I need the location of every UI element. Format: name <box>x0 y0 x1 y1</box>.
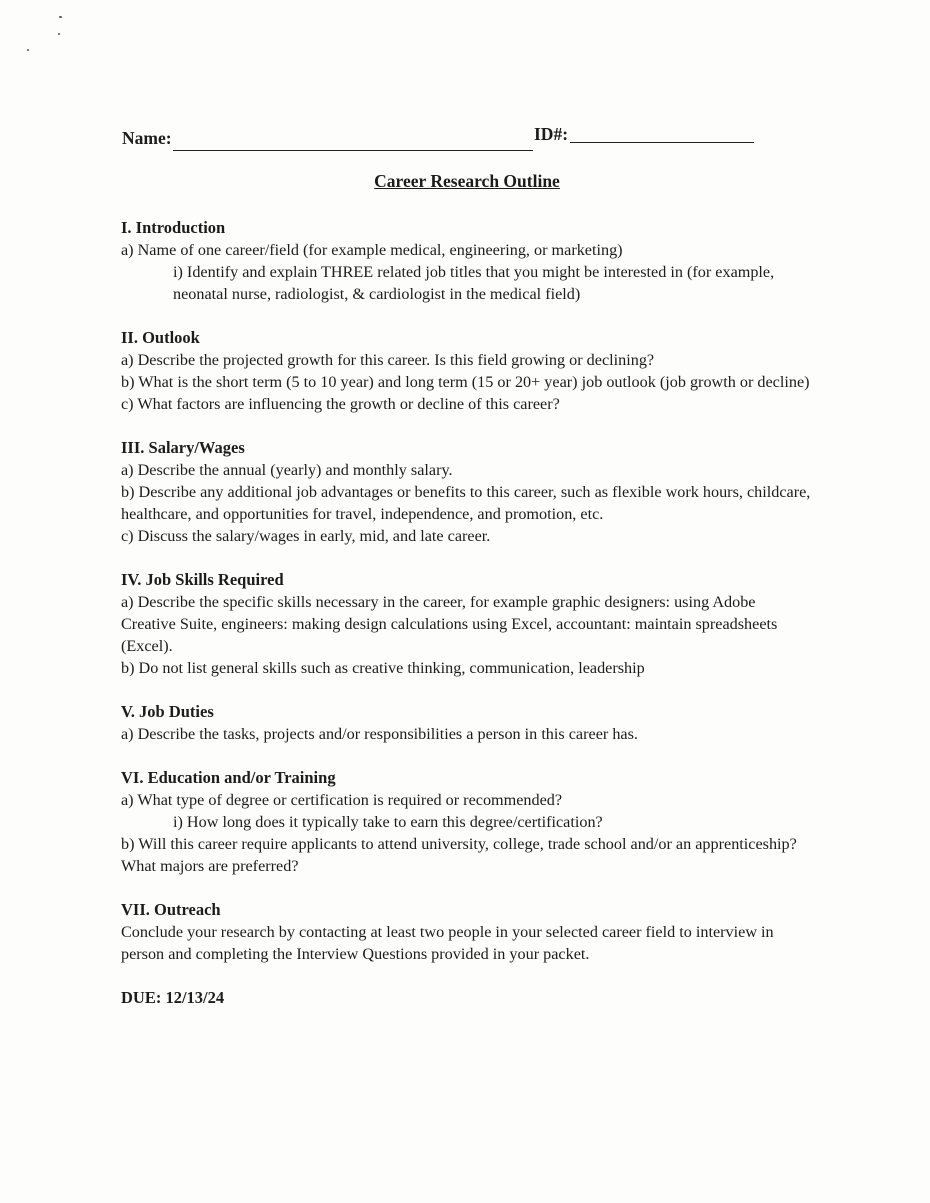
outline-item: a) Describe the projected growth for this career. Is this field growing or declining? <box>121 351 655 369</box>
scan-speck <box>58 33 60 35</box>
outline-item: a) Describe the tasks, projects and/or responsibilities a person in this career has. <box>121 725 638 743</box>
section-heading: VII. Outreach <box>121 900 221 919</box>
outline-item: c) Discuss the salary/wages in early, mid, and late career. <box>121 527 491 545</box>
section-job-skills <box>121 569 811 679</box>
outline-item: c) What factors are influencing the growth or decline of this career? <box>121 395 560 413</box>
section-heading: VI. Education and/or Training <box>121 768 336 787</box>
id-blank-line[interactable] <box>570 124 754 143</box>
section-heading: V. Job Duties <box>121 702 214 721</box>
outline-item: a) Describe the specific skills necessary in the career, for example graphic designers: using Adobe Creative Suite, engineers: making design calculations using Excel, accountant: maintain spreadsheets (Excel). <box>121 593 778 655</box>
outline-item: b) What is the short term (5 to 10 year) and long term (15 or 20+ year) job outlook (job growth or decline) <box>121 373 810 391</box>
name-blank-line[interactable] <box>173 132 533 151</box>
section-outreach <box>121 899 811 965</box>
outline-subitem: i) How long does it typically take to earn this degree/certification? <box>173 813 603 831</box>
section-heading: I. Introduction <box>121 218 226 237</box>
outline-item: a) Name of one career/field (for example medical, engineering, or marketing) <box>121 241 623 259</box>
due-date: DUE: 12/13/24 <box>121 988 225 1007</box>
id-label: ID#: <box>534 124 569 144</box>
scan-speck <box>27 49 29 51</box>
section-heading: III. Salary/Wages <box>121 438 245 457</box>
page-title: Career Research Outline <box>374 171 560 191</box>
outline-body <box>121 217 811 1009</box>
outline-item: a) What type of degree or certification is required or recommended? <box>121 791 563 809</box>
section-heading: IV. Job Skills Required <box>121 570 284 589</box>
outline-item: b) Will this career require applicants to attend university, college, trade school and/or an apprenticeship? What majors are preferred? <box>121 835 797 875</box>
outline-item: b) Describe any additional job advantages or benefits to this career, such as flexible work hours, childcare, healthcare, and opportunities for travel, independence, and promotion, etc. <box>121 483 811 523</box>
section-education-training <box>121 767 811 877</box>
outline-item: Conclude your research by contacting at least two people in your selected career field to interview in person and completing the Interview Questions provided in your packet. <box>121 923 774 963</box>
outline-subitem: i) Identify and explain THREE related job titles that you might be interested in (for example, neonatal nurse, radiologist, & cardiologist in the medical field) <box>173 263 775 303</box>
section-outlook <box>121 327 811 415</box>
section-salary-wages <box>121 437 811 547</box>
outline-item: a) Describe the annual (yearly) and monthly salary. <box>121 461 453 479</box>
name-label: Name: <box>122 128 172 148</box>
section-heading: II. Outlook <box>121 328 200 347</box>
section-job-duties <box>121 701 811 745</box>
section-introduction <box>121 217 811 305</box>
scan-speck <box>59 16 62 18</box>
outline-item: b) Do not list general skills such as creative thinking, communication, leadership <box>121 659 645 677</box>
